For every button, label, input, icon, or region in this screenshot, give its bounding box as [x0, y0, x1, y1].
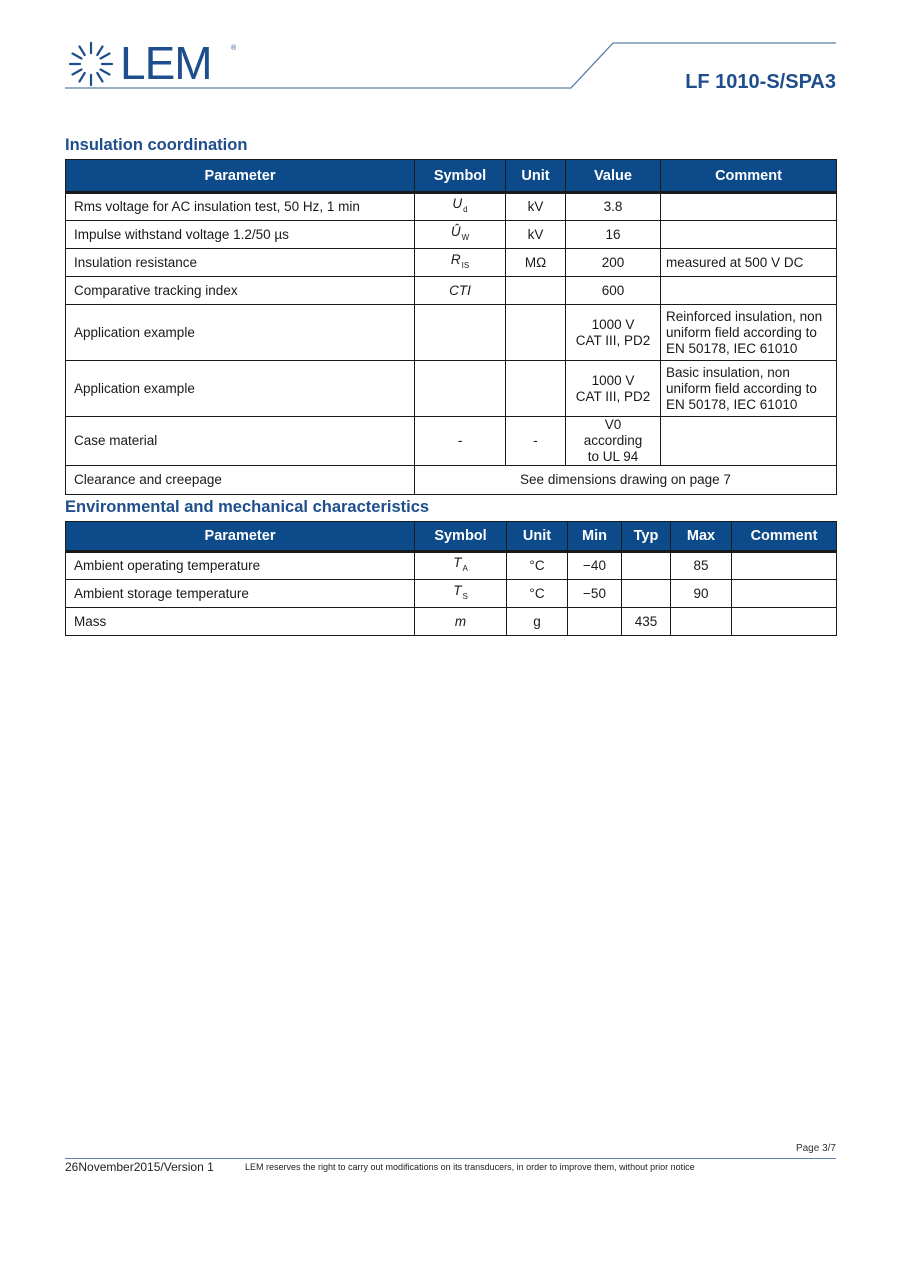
- symbol-cell: [415, 608, 507, 636]
- comment-cell: [732, 608, 837, 636]
- typ-cell: [622, 580, 671, 608]
- comment-cell: Reinforced insulation, non uniform field according to EN 50178, IEC 61010: [661, 305, 837, 361]
- column-header: Comment: [661, 160, 837, 193]
- parameter-cell: Clearance and creepage: [66, 466, 415, 495]
- document-title: LF 1010-S/SPA3: [685, 71, 836, 93]
- page-header: [0, 0, 900, 100]
- symbol-text: U: [452, 196, 463, 211]
- symbol-text: T: [453, 555, 462, 570]
- environmental-table: [65, 521, 837, 636]
- footer-date-version: 26November2015/Version 1: [65, 1160, 214, 1174]
- unit-cell: MΩ: [506, 249, 566, 277]
- parameter-cell: Ambient storage temperature: [66, 580, 415, 608]
- min-cell: [568, 608, 622, 636]
- column-header: Min: [568, 522, 622, 552]
- section-title-environmental: Environmental and mechanical characteristics: [65, 498, 430, 516]
- symbol-cell: [415, 221, 506, 249]
- value-cell: 16: [566, 221, 661, 249]
- comment-cell: measured at 500 V DC: [661, 249, 837, 277]
- unit-cell: [506, 305, 566, 361]
- symbol-subscript: S: [462, 591, 468, 601]
- table-row: [66, 249, 837, 277]
- unit-cell: [506, 277, 566, 305]
- table-row: [66, 193, 837, 221]
- column-header: Parameter: [66, 160, 415, 193]
- max-cell: [671, 608, 732, 636]
- symbol-subscript: A: [462, 564, 468, 573]
- column-header: Comment: [732, 522, 837, 552]
- typ-cell: 435: [622, 608, 671, 636]
- value-cell: 600: [566, 277, 661, 305]
- unit-cell: -: [506, 417, 566, 466]
- symbol-cell: [415, 193, 506, 221]
- max-cell: 90: [671, 580, 732, 608]
- parameter-cell: Ambient operating temperature: [66, 552, 415, 580]
- symbol-cell: [415, 249, 506, 277]
- symbol-cell: [415, 552, 507, 580]
- parameter-cell: Mass: [66, 608, 415, 636]
- table-row: [66, 221, 837, 249]
- comment-cell: Basic insulation, non uniform field according to EN 50178, IEC 61010: [661, 361, 837, 417]
- value-cell: 200: [566, 249, 661, 277]
- typ-cell: [622, 552, 671, 580]
- column-header: Parameter: [66, 522, 415, 552]
- page-number: Page 3/7: [795, 1143, 836, 1154]
- column-header: Symbol: [415, 522, 507, 552]
- table-header-row: [66, 160, 837, 193]
- unit-cell: kV: [506, 193, 566, 221]
- table-row: [66, 361, 837, 417]
- parameter-cell: Comparative tracking index: [66, 277, 415, 305]
- parameter-cell: Impulse withstand voltage 1.2/50 µs: [66, 221, 415, 249]
- value-cell: V0 according to UL 94: [566, 417, 661, 466]
- comment-cell: [661, 277, 837, 305]
- value-cell: 3.8: [566, 193, 661, 221]
- section-title-insulation: Insulation coordination: [65, 136, 248, 154]
- symbol-text: CTI: [449, 282, 471, 298]
- unit-cell: [506, 361, 566, 417]
- column-header: Unit: [506, 160, 566, 193]
- symbol-cell: [415, 305, 506, 361]
- parameter-cell: Case material: [66, 417, 415, 466]
- min-cell: −40: [568, 552, 622, 580]
- registered-mark: ®: [231, 45, 237, 52]
- symbol-text: T: [453, 582, 462, 598]
- column-header: Symbol: [415, 160, 506, 193]
- logo-wordmark: LEM: [120, 37, 212, 89]
- footer-disclaimer: LEM reserves the right to carry out modifications on its transducers, in order to improve them, without prior notice: [245, 1162, 695, 1172]
- symbol-cell: [415, 580, 507, 608]
- parameter-cell: Rms voltage for AC insulation test, 50 Hz, 1 min: [66, 193, 415, 221]
- table-row: [66, 305, 837, 361]
- parameter-cell: Insulation resistance: [66, 249, 415, 277]
- symbol-text: Û: [450, 223, 461, 239]
- table-row: [66, 552, 837, 580]
- table-row: [66, 608, 837, 636]
- column-header: Typ: [622, 522, 671, 552]
- comment-cell: [732, 552, 837, 580]
- unit-cell: °C: [507, 580, 568, 608]
- table-row: [66, 417, 837, 466]
- value-cell: 1000 V CAT III, PD2: [566, 361, 661, 417]
- symbol-subscript: d: [463, 205, 468, 214]
- column-header: Unit: [507, 522, 568, 552]
- value-cell: 1000 V CAT III, PD2: [566, 305, 661, 361]
- comment-cell: [661, 417, 837, 466]
- table-header-row: [66, 522, 837, 552]
- max-cell: 85: [671, 552, 732, 580]
- unit-cell: g: [507, 608, 568, 636]
- merged-cell: See dimensions drawing on page 7: [415, 466, 837, 495]
- insulation-table: [65, 159, 837, 495]
- symbol-cell: [415, 277, 506, 305]
- comment-cell: [732, 580, 837, 608]
- symbol-text: m: [454, 613, 467, 629]
- symbol-cell: [415, 417, 506, 466]
- unit-cell: kV: [506, 221, 566, 249]
- comment-cell: [661, 221, 837, 249]
- table-row: [66, 277, 837, 305]
- parameter-cell: Application example: [66, 361, 415, 417]
- symbol-cell: [415, 361, 506, 417]
- symbol-subscript: W: [461, 232, 470, 242]
- table-row: [66, 466, 837, 495]
- footer-divider: [65, 1158, 836, 1159]
- column-header: Value: [566, 160, 661, 193]
- unit-cell: °C: [507, 552, 568, 580]
- min-cell: −50: [568, 580, 622, 608]
- symbol-text: R: [450, 251, 461, 267]
- comment-cell: [661, 193, 837, 221]
- symbol-subscript: IS: [461, 260, 470, 270]
- column-header: Max: [671, 522, 732, 552]
- table-row: [66, 580, 837, 608]
- lem-sun-icon: [70, 43, 112, 85]
- symbol-text: -: [457, 433, 463, 448]
- parameter-cell: Application example: [66, 305, 415, 361]
